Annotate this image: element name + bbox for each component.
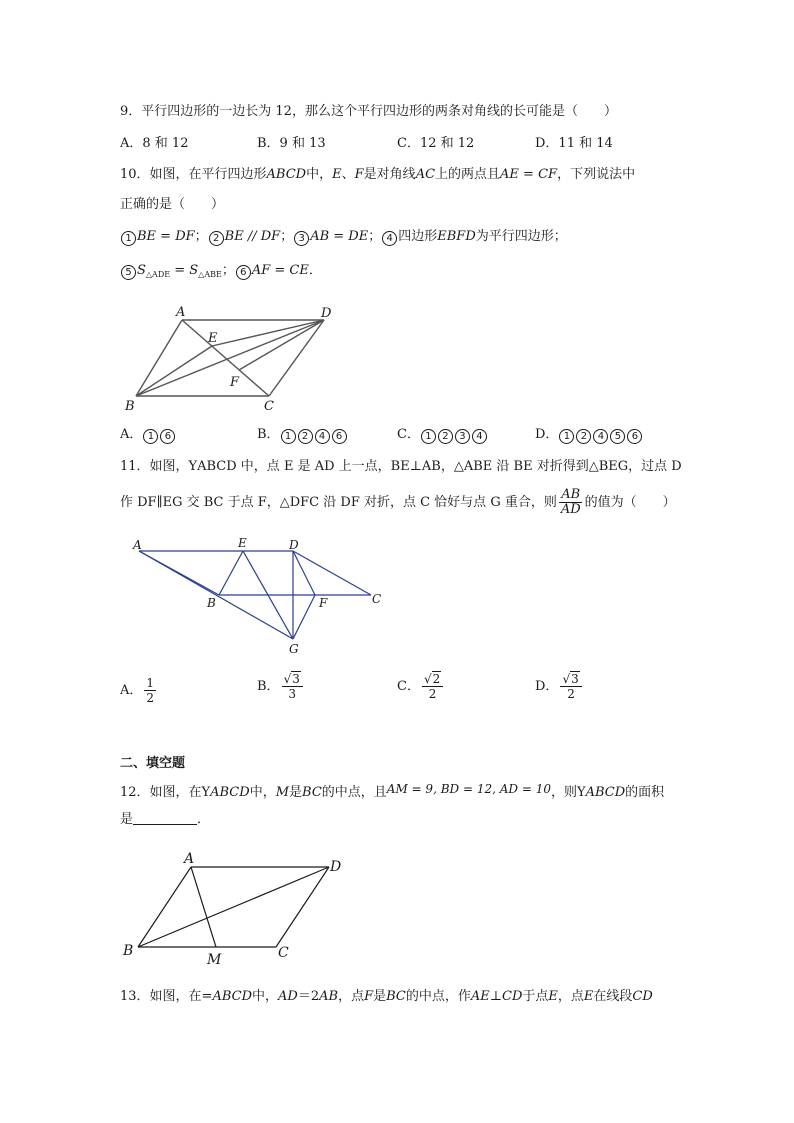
q13-text-5: 是 (373, 989, 387, 1004)
q10-label-e: E (208, 331, 218, 346)
q10-statement-6: AF = CE (251, 263, 309, 278)
q11-option-a (120, 676, 158, 705)
q10-figure (120, 300, 350, 415)
q10-statement-1: BE = DF (137, 229, 195, 244)
circled-number-1: 1 (121, 231, 136, 246)
circled-number-6: 6 (332, 429, 347, 444)
q11-text-2a: 作 DF∥EG 交 BC 于点 F，△DFC 沿 DF 对折，点 C 恰好与点 G 重合，则 (120, 495, 557, 510)
q10-segment-df (239, 320, 324, 370)
q12-label-a: A (184, 851, 195, 867)
circled-number-2: 2 (209, 231, 224, 246)
q12-text-4: 的中点，且 (321, 785, 387, 800)
circled-number-5: 5 (121, 265, 136, 280)
fraction-sqrt3-over-3 (282, 672, 303, 701)
radicand: 3 (292, 672, 300, 686)
circled-number-4: 4 (315, 429, 330, 444)
radicand: 2 (432, 672, 441, 686)
option-letter: D． (535, 679, 559, 694)
q11-line2 (120, 488, 676, 517)
q10-s5-sub1: △ADE (145, 270, 171, 279)
q11-line1: 11．如图，ΥABCD 中，点 E 是 AD 上一点，BE⊥AB，△ABE 沿 BE 对折得到△BEG，过点 D (120, 459, 682, 474)
q10-segment-be (136, 346, 212, 396)
q13-text-1: 13．如图，在 (120, 989, 202, 1004)
q9-text: 9．平行四边形的一边长为 12，那么这个平行四边形的两条对角线的长可能是（ ） (120, 104, 617, 119)
q12-abcd: ABCD (210, 785, 250, 800)
q12-text-line2b: ． (197, 812, 211, 827)
q11-figure (125, 535, 395, 660)
circled-number-3: 3 (455, 429, 470, 444)
q10-statements-line2 (120, 261, 322, 285)
sqrt-icon: √ (423, 672, 432, 686)
fraction-denominator: 2 (146, 691, 155, 705)
q12-text-3: 是 (289, 785, 303, 800)
q12-edge-cd (276, 867, 329, 947)
q13-ae-perp-cd: AE⊥CD (470, 989, 523, 1004)
q10-s5-s: S (137, 263, 146, 278)
q11-label-c: C (372, 592, 382, 606)
q11-option-c (397, 672, 445, 701)
sqrt-icon: √ (562, 672, 571, 686)
q13-text-7: 于点 (522, 989, 549, 1004)
circled-number-1: 1 (559, 429, 574, 444)
q10-text-6: ，下列说法中 (557, 167, 636, 182)
q10-text-2: 中， (306, 167, 333, 182)
q11-option-b (257, 672, 305, 701)
q13-e-2: E (583, 989, 594, 1004)
q10-label-f: F (230, 375, 240, 390)
q10-statement-4b: EBFD (437, 229, 476, 244)
q13-cd: CD (632, 989, 653, 1004)
q12-label-b: B (123, 943, 134, 959)
q10-text-5: 上的两点且 (435, 167, 501, 182)
q10-option-b (257, 425, 348, 445)
q11-text-2b: 的值为（ ） (584, 495, 676, 510)
q10-label-a: A (176, 305, 186, 320)
answer-blank[interactable] (133, 810, 197, 825)
q12-text-6: 的面积 (625, 785, 665, 800)
q10-statements-line1 (120, 227, 567, 247)
q10-edge-ab (136, 320, 182, 396)
q10-ac: AC (415, 167, 436, 182)
q11-label-b: B (207, 596, 216, 610)
q13-line1 (120, 987, 653, 1007)
radicand: 3 (571, 672, 579, 686)
q13-text-2: 中， (252, 989, 279, 1004)
q12-abcd-2: ABCD (585, 785, 626, 800)
section-title: 二、填空题 (120, 756, 186, 771)
q13-text-3: ＝2 (297, 989, 320, 1004)
q11-label-e: E (238, 536, 247, 550)
q12-segment-am (191, 867, 216, 947)
circled-number-4: 4 (593, 429, 608, 444)
separator: ； (221, 263, 235, 278)
q10-diagonal-ac (182, 320, 269, 396)
q13-f: F (364, 989, 374, 1004)
q10-ae-cf: AE = CF (500, 167, 558, 182)
q12-label-c: C (278, 945, 289, 961)
q10-s5-sub2: △ABE (198, 270, 222, 279)
fraction-sqrt2-over-2 (422, 672, 443, 701)
q12-label-d: D (330, 859, 342, 875)
circled-number-2: 2 (576, 429, 591, 444)
q11-segment-be (219, 551, 243, 595)
q9-option-b: B．9 和 13 (257, 136, 326, 151)
q12-text-2: 中， (249, 785, 276, 800)
q12-figure (118, 845, 358, 970)
circled-number-6: 6 (236, 265, 251, 280)
q10-abcd: ABCD (266, 167, 307, 182)
q10-label-b: B (125, 399, 135, 414)
q13-bc: BC (386, 989, 406, 1004)
q9-option-c: C．12 和 12 (397, 136, 475, 151)
period: ． (308, 263, 322, 278)
q10-text-4: 是对角线 (363, 167, 416, 182)
option-letter: B． (257, 679, 280, 694)
q11-label-a: A (133, 538, 142, 552)
circled-number-2: 2 (438, 429, 453, 444)
q10-text-3: 、 (341, 167, 355, 182)
sqrt-icon: √ (283, 672, 292, 686)
q10-label-d: D (321, 306, 332, 321)
q11-label-f: F (319, 596, 328, 610)
q11-fraction-ab-ad (559, 488, 583, 517)
q12-m: M (275, 785, 290, 800)
q12-bc: BC (302, 785, 322, 800)
q10-line1 (120, 165, 635, 185)
circled-number-2: 2 (298, 429, 313, 444)
separator: ； (368, 229, 382, 244)
circled-number-1: 1 (421, 429, 436, 444)
option-letter: D． (535, 427, 559, 442)
q10-statement-4c: 为平行四边形； (475, 229, 567, 244)
option-letter: B． (257, 427, 280, 442)
q12-text-5: ，则Υ (550, 785, 586, 800)
option-letter: C． (397, 427, 420, 442)
fraction-denominator: 3 (288, 687, 297, 701)
fraction-numerator: AB (561, 487, 581, 502)
q10-s5-eq: = S (170, 263, 199, 278)
q12-text-1: 12．如图，在Υ (120, 785, 211, 800)
separator: ； (280, 229, 294, 244)
q13-text-8: ，点 (557, 989, 584, 1004)
q10-option-c (397, 425, 488, 445)
q10-label-c: C (264, 399, 274, 414)
q10-f: F (354, 167, 364, 182)
q12-line1 (120, 779, 664, 803)
option-letter: A． (120, 427, 143, 442)
q11-option-d (535, 672, 584, 701)
circled-number-3: 3 (294, 231, 309, 246)
q11-label-g: G (289, 642, 299, 656)
q10-statement-3: AB = DE (310, 229, 369, 244)
q13-text-4: ，点 (338, 989, 365, 1004)
q12-text-line2a: 是 (120, 812, 134, 827)
q10-option-d (535, 425, 643, 445)
q11-label-d: D (289, 538, 299, 552)
q9-option-a: A．8 和 12 (120, 136, 189, 151)
fraction-one-half (144, 676, 156, 705)
q13-e: E (548, 989, 558, 1004)
q10-option-a (120, 425, 176, 445)
q13-abcd: =ABCD (201, 989, 252, 1004)
q10-statement-4a: 四边形 (398, 229, 438, 244)
fraction-sqrt3-over-2 (560, 672, 581, 701)
q12-line2 (120, 810, 210, 830)
circled-number-4: 4 (382, 231, 397, 246)
fraction-denominator: AD (560, 502, 581, 517)
fraction-denominator: 2 (428, 687, 437, 701)
q9-option-d: D．11 和 14 (535, 136, 613, 151)
fraction-denominator: 2 (567, 687, 575, 701)
circled-number-4: 4 (472, 429, 487, 444)
q13-text-9: 在线段 (593, 989, 633, 1004)
q10-statement-2: BE // DF (224, 229, 281, 244)
circled-number-1: 1 (281, 429, 296, 444)
q11-edge-dc (293, 551, 371, 595)
q10-text-1: 10．如图，在平行四边形 (120, 167, 267, 182)
option-letter: C． (397, 679, 420, 694)
q12-segment-bd (138, 867, 329, 947)
option-letter: A． (120, 683, 143, 698)
q10-e: E (332, 167, 342, 182)
q13-ad: AD (278, 989, 298, 1004)
separator: ； (194, 229, 208, 244)
q10-line2: 正确的是（ ） (120, 197, 225, 212)
circled-number-6: 6 (160, 429, 175, 444)
q13-ab: AB (319, 989, 339, 1004)
circled-number-5: 5 (610, 429, 625, 444)
circled-number-1: 1 (143, 429, 158, 444)
q12-condition: AM = 9, BD = 12, AD = 10 (386, 782, 551, 796)
q13-text-6: 的中点，作 (405, 989, 471, 1004)
circled-number-6: 6 (627, 429, 642, 444)
fraction-numerator: 1 (146, 676, 155, 690)
q12-edge-ab (138, 867, 191, 947)
q12-label-m: M (207, 952, 222, 968)
q11-segment-fg (293, 595, 315, 639)
